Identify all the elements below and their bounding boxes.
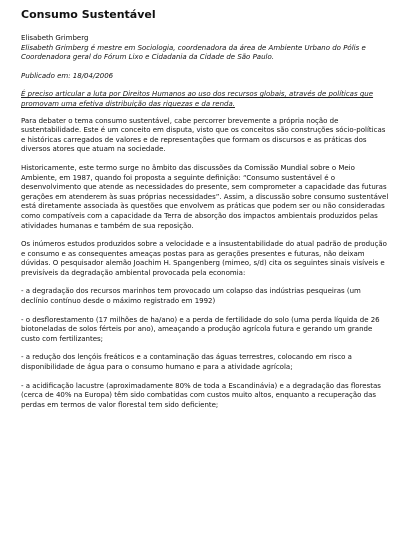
list-item: - a degradação dos recursos marinhos tem provocado um colapso das indústrias pesqueiras (um declínio contínuo desde o máximo registrado em 1992) [21, 287, 361, 306]
publication-date: Publicado em: 18/04/2006 [21, 71, 114, 80]
document-title: Consumo Sustentável [21, 8, 156, 21]
list-item: - o desflorestamento (17 milhões de ha/ano) e a perda de fertilidade do solo (uma perda líquida de 26 biotoneladas de solos férteis por ano), ameaçando a produção agrícola futura e gerando um grande custo com fertilizantes; [21, 315, 380, 343]
lead-statement: É preciso articular a luta por Direitos Humanos ao uso dos recursos globais, através de políticas que promovam uma efetiva distribuição das riquezas e da renda. [21, 90, 374, 108]
paragraph: Os inúmeros estudos produzidos sobre a velocidade e a insustentabilidade do atual padrão de produção e consumo e as consequentes ameaças postas para as gerações presentes e futuras, não deixam dúvidas. O pesquisador alemão Joachim H. Spangenberg (mimeo, s/d) cita os seguintes sinais visíveis e previsíveis da degradação ambiental provocada pela economia: [21, 240, 387, 277]
list-item: - a acidificação lacustre (aproximadamente 80% de toda a Escandinávia) e a degradação das florestas (cerca de 40% na Europa) têm sido combatidas com custos muito altos, enquanto a recuperação das perdas em termos de valor florestal tem sido deficiente; [21, 381, 381, 409]
paragraph: Para debater o tema consumo sustentável, cabe percorrer brevemente a própria noção de sustentabilidade. Este é um conceito em disputa, visto que os conceitos são construções sócio-políticas e históricas carregados de valores e de representações que formam os discursos e as práticas dos diversos atores que atuam na sociedade. [21, 116, 386, 154]
list-item: - a redução dos lençóis freáticos e a contaminação das águas terrestres, colocando em risco a disponibilidade de água para o consumo humano e para a atividade agrícola; [21, 353, 352, 372]
paragraph: Historicamente, este termo surge no âmbito das discussões da Comissão Mundial sobre o Meio Ambiente, em 1987, quando foi proposta a seguinte definição: “Consumo sustentável é o desenvolvimento que atende as necessidades do presente, sem comprometer a capacidade das futuras gerações em atenderem às suas próprias necessidades”. Assim, a discussão sobre consumo sustentável está diretamente associada às questões que envolvem as práticas que podem ser ou não consideradas como compatíveis com a capacidade da Terra de absorção dos impactos ambientais produzidos pelas atividades humanas e também de sua reposição. [21, 163, 389, 230]
author-bio: Elisabeth Grimberg é mestre em Sociologia, coordenadora da área de Ambiente Urbano do Pólis e Coordenadora geral do Fórum Lixo e Cidadania da Cidade de São Paulo. [21, 43, 366, 62]
author-name: Elisabeth Grimberg [21, 34, 89, 42]
